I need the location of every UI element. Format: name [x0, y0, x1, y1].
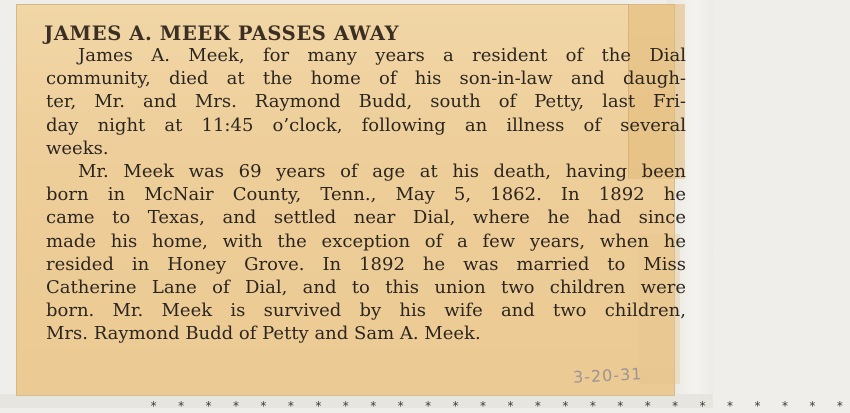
handwritten-date: 3-20-31 — [572, 364, 643, 387]
article-line: Catherine Lane of Dial, and to this union two children were — [46, 277, 686, 299]
article-line: made his home, with the exception of a few years, when he — [46, 230, 686, 252]
article-line: Mr. Meek was 69 years of age at his death, having been — [78, 161, 686, 183]
article-line: born in McNair County, Tenn., May 5, 1862. In 1892 he — [46, 184, 686, 206]
article-line: weeks. — [46, 137, 109, 159]
article-line: James A. Meek, for many years a resident of the Dial — [78, 45, 686, 66]
article-line: day night at 11:45 o’clock, following an illness of several — [46, 114, 686, 136]
article-line: came to Texas, and settled near Dial, where he had since — [46, 207, 686, 229]
article-line: born. Mr. Meek is survived by his wife and two children, — [46, 300, 686, 322]
ornament-rule: * * * * * * * * * * * * * * * * * * * * * * * * * * — [150, 399, 850, 413]
article-body — [46, 44, 686, 346]
article-line: community, died at the home of his son-in-law and daugh- — [46, 68, 686, 90]
newspaper-clipping — [16, 4, 686, 396]
headline: JAMES A. MEEK PASSES AWAY — [44, 22, 400, 45]
article-line: resided in Honey Grove. In 1892 he was married to Miss — [46, 253, 686, 275]
article-line: Mrs. Raymond Budd of Petty and Sam A. Meek. — [46, 323, 481, 345]
article-line: ter, Mr. and Mrs. Raymond Budd, south of Petty, last Fri- — [46, 91, 686, 113]
